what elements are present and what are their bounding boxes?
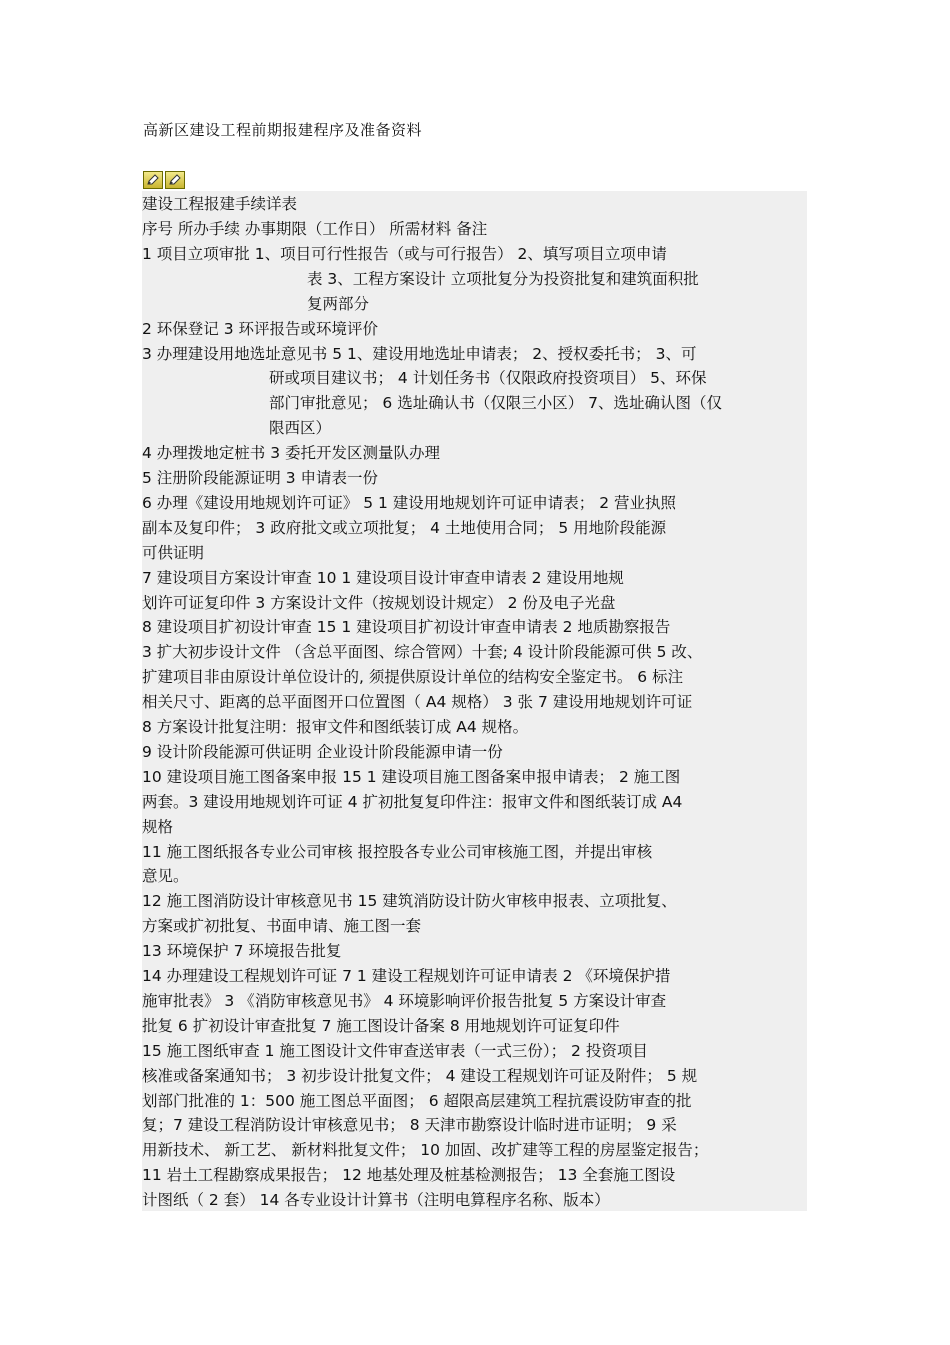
table-line: 规格 [142,817,174,836]
table-line: 7 建设项目方案设计审查 10 1 建设项目设计审查申请表 2 建设用地规 [142,568,624,587]
edit-icon[interactable] [165,171,185,189]
table-line: 意见。 [142,867,189,886]
table-line: 1 项目立项审批 1、项目可行性报告（或与可行报告） 2、填写项目立项申请 [142,244,667,263]
table-line: 批复 6 扩初设计审查批复 7 施工图设计备案 8 用地规划许可证复印件 [142,1016,620,1035]
table-line: 4 办理拨地定桩书 3 委托开发区测量队办理 [142,444,441,463]
table-line: 可供证明 [142,543,205,562]
table-line: 6 办理《建设用地规划许可证》 5 1 建设用地规划许可证申请表； 2 营业执照 [142,493,677,512]
table-line: 3 办理建设用地选址意见书 5 1、建设用地选址申请表； 2、授权委托书； 3、可 [142,344,697,363]
table-line: 15 施工图纸审查 1 施工图设计文件审查送审表（一式三份）； 2 投资项目 [142,1041,648,1060]
edit-icon[interactable] [143,171,163,189]
table-line: 相关尺寸、距离的总平面图开口位置图（ A4 规格） 3 张 7 建设用地规划许可证 [142,693,693,712]
table-line: 核准或备案通知书； 3 初步设计批复文件； 4 建设工程规划许可证及附件； 5 规 [142,1066,698,1085]
table-line: 复两部分 [307,294,370,313]
table-line: 11 施工图纸报各专业公司审核 报控股各专业公司审核施工图，并提出审核 [142,842,653,861]
table-line: 研或项目建议书； 4 计划任务书（仅限政府投资项目） 5、环保 [269,369,707,388]
table-line: 划部门批准的 1：500 施工图总平面图； 6 超限高层建筑工程抗震设防审查的批 [142,1091,692,1110]
table-line: 用新技术、 新工艺、 新材料批复文件； 10 加固、改扩建等工程的房屋鉴定报告； [142,1141,709,1160]
table-line: 复；7 建设工程消防设计审核意见书； 8 天津市勘察设计临时进市证明； 9 采 [142,1116,677,1135]
toolbar-icons [143,171,185,189]
table-line: 副本及复印件； 3 政府批文或立项批复； 4 土地使用合同； 5 用地阶段能源 [142,518,667,537]
table-line: 划许可证复印件 3 方案设计文件（按规划设计规定） 2 份及电子光盘 [142,593,616,612]
table-line: 8 方案设计批复注明：报审文件和图纸装订成 A4 规格。 [142,718,529,736]
table-line: 12 施工图消防设计审核意见书 15 建筑消防设计防火审核申报表、立项批复、 [142,892,677,911]
table-line: 限西区） [269,419,332,438]
table-line: 10 建设项目施工图备案申报 15 1 建设项目施工图备案申报申请表； 2 施工图 [142,767,681,786]
table-title: 建设工程报建手续详表 [142,195,298,213]
table-line: 11 岩土工程勘察成果报告； 12 地基处理及桩基检测报告； 13 全套施工图设 [142,1166,676,1185]
table-line: 部门审批意见； 6 选址确认书（仅限三小区） 7、选址确认图（仅 [269,394,723,413]
table-line: 扩建项目非由原设计单位设计的, 须提供原设计单位的结构安全鉴定书。 6 标注 [142,668,684,687]
table-line: 2 环保登记 3 环评报告或环境评价 [142,319,379,338]
table-header-row: 序号 所办手续 办事期限（工作日） 所需材料 备注 [142,220,488,238]
table-line: 3 扩大初步设计文件 （含总平面图、综合管网）十套; 4 设计阶段能源可供 5 改、 [142,643,703,662]
procedure-table [142,191,807,1211]
table-line: 计图纸（ 2 套） 14 各专业设计计算书（注明电算程序名称、版本） [142,1191,610,1210]
table-line: 方案或扩初批复、书面申请、施工图一套 [142,917,422,936]
table-line: 施审批表》 3 《消防审核意见书》 4 环境影响评价报告批复 5 方案设计审查 [142,991,667,1010]
document-title: 高新区建设工程前期报建程序及准备资料 [143,121,423,139]
table-line: 8 建设项目扩初设计审查 15 1 建设项目扩初设计审查申请表 2 地质勘察报告 [142,618,671,637]
table-line: 9 设计阶段能源可供证明 企业设计阶段能源申请一份 [142,742,503,761]
table-line: 13 环境保护 7 环境报告批复 [142,942,342,961]
table-line: 表 3、工程方案设计 立项批复分为投资批复和建筑面积批 [307,269,699,288]
table-line: 两套。3 建设用地规划许可证 4 扩初批复复印件注：报审文件和图纸装订成 A4 [142,792,683,811]
table-line: 5 注册阶段能源证明 3 申请表一份 [142,469,379,487]
table-line: 14 办理建设工程规划许可证 7 1 建设工程规划许可证申请表 2 《环境保护措 [142,967,671,985]
